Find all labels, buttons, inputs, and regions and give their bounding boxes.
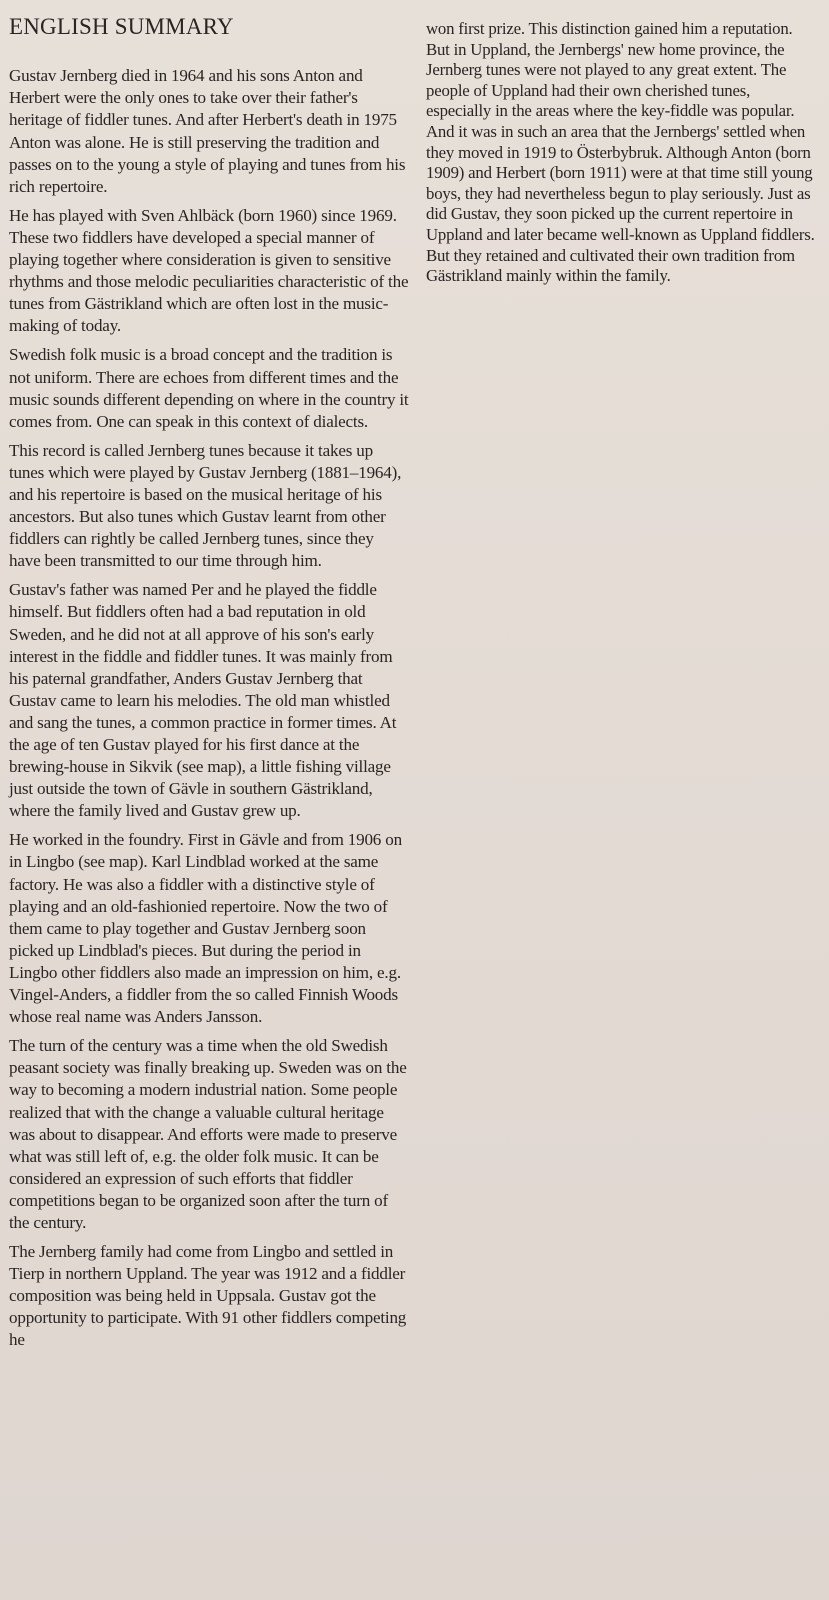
summary-heading: ENGLISH SUMMARY <box>9 14 234 39</box>
paragraph-sven-ahlback: He has played with Sven Ahlbäck (born 1960) since 1969. These two fiddlers have developed a special manner of playing together where consideration is given to sensitive rhythms and those melodic peculiarities characteristic of the tunes from Gästrikland which are often lost in the music-making of today. <box>9 205 409 336</box>
paragraph-first-prize: won first prize. This distinction gained him a reputation. But in Uppland, the Jernbergs' new home province, the Jernberg tunes were not played to any great extent. The people of Uppland had their own cherished tunes, especially in the areas where the key-fiddle was popular. And it was in such an area that the Jernbergs' settled when they moved in 1919 to Österbybruk. Although Anton (born 1909) and Herbert (born 1911) were at that time still young boys, they had nevertheless begun to play seriously. Just as did Gustav, they soon picked up the current repertoire in Uppland and later became well-known as Uppland fiddlers. But they retained and cultivated their own tradition from Gästrikland mainly within the family. <box>426 19 815 286</box>
paragraph-turn-of-century: The turn of the century was a time when the old Swedish peasant society was finally breaking up. Sweden was on the way to becoming a modern industrial nation. Some people realized that with the change a valuable cultural heritage was about to disappear. And efforts were made to preserve what was still left of, e.g. the older folk music. It can be considered an expression of such efforts that fiddler competitions began to be organized soon after the turn of the century. <box>9 1036 407 1232</box>
right-column <box>426 19 818 294</box>
left-column <box>9 14 409 1359</box>
paragraph-anton-herbert: Gustav Jernberg died in 1964 and his sons Anton and Herbert were the only ones to take over their father's heritage of fiddler tunes. And after Herbert's death in 1975 Anton was alone. He is still preserving the tradition and passes on to the young a style of playing and tunes from his rich repertoire. <box>9 66 406 196</box>
paragraph-tierp-uppsala: The Jernberg family had come from Lingbo and settled in Tierp in northern Uppland. The year was 1912 and a fiddler composition was being held in Uppsala. Gustav got the opportunity to participate. With 91 other fiddlers competing he <box>9 1242 407 1350</box>
paragraph-jernberg-tunes: This record is called Jernberg tunes because it takes up tunes which were played by Gustav Jernberg (1881–1964), and his repertoire is based on the musical heritage of his ancestors. But also tunes which Gustav learnt from other fiddlers can rightly be called Jernberg tunes, since they have been transmitted to our time through him. <box>9 440 402 571</box>
paragraph-foundry: He worked in the foundry. First in Gävle and from 1906 on in Lingbo (see map). Karl Lindblad worked at the same factory. He was also a fiddler with a distinctive style of playing and an old-fashionied repertoire. Now the two of them came to play together and Gustav Jernberg soon picked up Lindblad's pieces. But during the period in Lingbo other fiddlers also made an impression on him, e.g. Vingel-Anders, a fiddler from the so called Finnish Woods whose real name was Anders Jansson. <box>9 830 402 1027</box>
paragraph-gustav-father: Gustav's father was named Per and he played the fiddle himself. But fiddlers often had a bad reputation in old Sweden, and he did not at all approve of his son's early interest in the fiddle and fiddler tunes. It was mainly from his paternal grandfather, Anders Gustav Jernberg that Gustav came to learn his melodies. The old man whistled and sang the tunes, a common practice in former times. At the age of ten Gustav played for his first dance at the brewing-house in Sikvik (see map), a little fishing village just outside the town of Gävle in southern Gästrikland, where the family lived and Gustav grew up. <box>9 580 397 821</box>
paragraph-folk-music-dialects: Swedish folk music is a broad concept and the tradition is not uniform. There are echoes from different times and the music sounds different depending on where in the country it comes from. One can speak in this context of dialects. <box>9 345 409 431</box>
